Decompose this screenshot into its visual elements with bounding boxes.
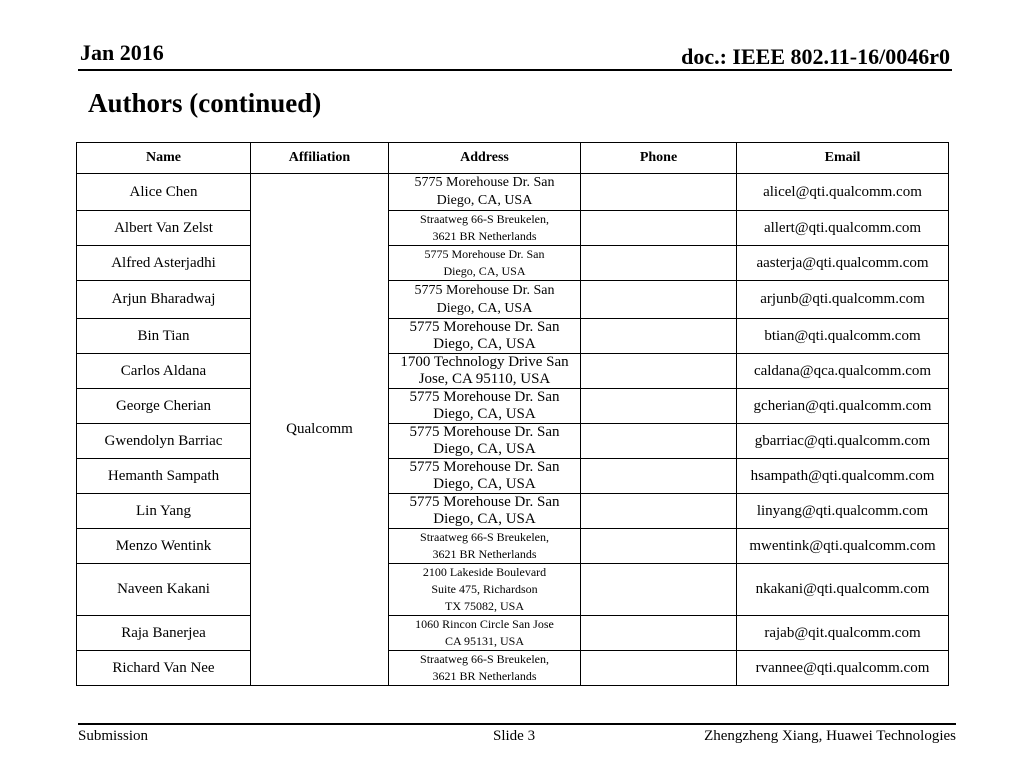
author-name: Gwendolyn Barriac <box>77 424 251 459</box>
address-line: 5775 Morehouse Dr. San <box>409 424 560 440</box>
address-line: Straatweg 66-S Breukelen, <box>420 652 549 666</box>
address-line: 5775 Morehouse Dr. San <box>424 247 545 261</box>
table-row <box>77 174 949 211</box>
author-affiliation: Qualcomm <box>251 174 389 686</box>
author-phone <box>581 616 737 651</box>
author-email: aasterja@qti.qualcomm.com <box>737 246 949 281</box>
address-line: Diego, CA, USA <box>443 264 526 278</box>
header-divider <box>78 69 952 71</box>
address-line: Suite 475, Richardson <box>431 582 538 596</box>
column-header-name: Name <box>77 143 251 174</box>
author-phone <box>581 246 737 281</box>
author-address <box>389 354 581 389</box>
address-line: 5775 Morehouse Dr. San <box>409 494 560 510</box>
author-email: btian@qti.qualcomm.com <box>737 319 949 354</box>
author-phone <box>581 424 737 459</box>
author-phone <box>581 651 737 686</box>
author-name: Raja Banerjea <box>77 616 251 651</box>
address-line: 5775 Morehouse Dr. San <box>414 282 555 298</box>
table-row <box>77 424 949 459</box>
address-line: Diego, CA, USA <box>433 336 536 352</box>
author-email: mwentink@qti.qualcomm.com <box>737 529 949 564</box>
table-row <box>77 281 949 319</box>
address-line: Straatweg 66-S Breukelen, <box>420 530 549 544</box>
author-name: Alfred Asterjadhi <box>77 246 251 281</box>
table-row <box>77 354 949 389</box>
table-row <box>77 319 949 354</box>
column-header-email: Email <box>737 143 949 174</box>
author-address <box>389 616 581 651</box>
address-line: 5775 Morehouse Dr. San <box>409 389 560 405</box>
footer-slide-number: Slide 3 <box>493 728 536 744</box>
author-address <box>389 174 581 211</box>
slide-title: Authors (continued) <box>88 88 322 118</box>
author-email: rvannee@qti.qualcomm.com <box>737 651 949 686</box>
column-header-affiliation: Affiliation <box>251 143 389 174</box>
table-row <box>77 529 949 564</box>
author-phone <box>581 494 737 529</box>
author-address <box>389 211 581 246</box>
author-phone <box>581 211 737 246</box>
address-line: Diego, CA, USA <box>436 300 533 316</box>
author-address <box>389 389 581 424</box>
author-phone <box>581 564 737 616</box>
address-line: Jose, CA 95110, USA <box>418 371 551 387</box>
author-phone <box>581 354 737 389</box>
footer-submission: Submission <box>78 728 149 744</box>
address-line: TX 75082, USA <box>444 599 524 613</box>
address-line: Diego, CA, USA <box>433 511 536 527</box>
table-row <box>77 616 949 651</box>
author-phone <box>581 389 737 424</box>
address-line: Diego, CA, USA <box>433 441 536 457</box>
author-email: rajab@qit.qualcomm.com <box>737 616 949 651</box>
author-phone <box>581 529 737 564</box>
author-email: arjunb@qti.qualcomm.com <box>737 281 949 319</box>
table-header-row <box>77 143 949 174</box>
author-name: Richard Van Nee <box>77 651 251 686</box>
author-email: gbarriac@qti.qualcomm.com <box>737 424 949 459</box>
author-name: Albert Van Zelst <box>77 211 251 246</box>
author-phone <box>581 281 737 319</box>
footer-author: Zhengzheng Xiang, Huawei Technologies <box>704 728 956 744</box>
author-name: Carlos Aldana <box>77 354 251 389</box>
address-line: 1060 Rincon Circle San Jose <box>415 617 554 631</box>
table-row <box>77 246 949 281</box>
author-phone <box>581 459 737 494</box>
table-row <box>77 389 949 424</box>
address-line: 5775 Morehouse Dr. San <box>414 175 555 190</box>
author-address <box>389 319 581 354</box>
table-row <box>77 211 949 246</box>
author-email: hsampath@qti.qualcomm.com <box>737 459 949 494</box>
address-line: Diego, CA, USA <box>433 406 536 422</box>
address-line: 3621 BR Netherlands <box>432 229 537 243</box>
author-phone <box>581 174 737 211</box>
column-header-address: Address <box>389 143 581 174</box>
table-row <box>77 564 949 616</box>
column-header-phone: Phone <box>581 143 737 174</box>
address-line: Straatweg 66-S Breukelen, <box>420 212 549 226</box>
author-email: caldana@qca.qualcomm.com <box>737 354 949 389</box>
author-email: linyang@qti.qualcomm.com <box>737 494 949 529</box>
author-address <box>389 246 581 281</box>
author-address <box>389 529 581 564</box>
author-name: Lin Yang <box>77 494 251 529</box>
table-row <box>77 651 949 686</box>
author-address <box>389 651 581 686</box>
author-name: Alice Chen <box>77 174 251 211</box>
author-name: Arjun Bharadwaj <box>77 281 251 319</box>
header-doc-id: doc.: IEEE 802.11-16/0046r0 <box>681 44 950 69</box>
author-address <box>389 281 581 319</box>
address-line: 3621 BR Netherlands <box>432 547 537 561</box>
author-email: allert@qti.qualcomm.com <box>737 211 949 246</box>
author-address <box>389 564 581 616</box>
address-line: CA 95131, USA <box>444 634 524 648</box>
address-line: Diego, CA, USA <box>436 193 533 208</box>
author-name: George Cherian <box>77 389 251 424</box>
author-address <box>389 459 581 494</box>
author-address <box>389 424 581 459</box>
address-line: Diego, CA, USA <box>433 476 536 492</box>
footer-divider <box>78 723 956 725</box>
address-line: 5775 Morehouse Dr. San <box>409 459 560 475</box>
address-line: 5775 Morehouse Dr. San <box>409 319 560 335</box>
table-row <box>77 494 949 529</box>
address-line: 3621 BR Netherlands <box>432 669 537 683</box>
author-name: Menzo Wentink <box>77 529 251 564</box>
table-row <box>77 459 949 494</box>
authors-table <box>76 142 949 686</box>
author-name: Naveen Kakani <box>77 564 251 616</box>
author-name: Hemanth Sampath <box>77 459 251 494</box>
author-email: alicel@qti.qualcomm.com <box>737 174 949 211</box>
author-name: Bin Tian <box>77 319 251 354</box>
address-line: 1700 Technology Drive San <box>400 354 569 370</box>
author-phone <box>581 319 737 354</box>
author-email: gcherian@qti.qualcomm.com <box>737 389 949 424</box>
address-line: 2100 Lakeside Boulevard <box>422 565 547 579</box>
header-date: Jan 2016 <box>80 40 164 65</box>
author-email: nkakani@qti.qualcomm.com <box>737 564 949 616</box>
author-address <box>389 494 581 529</box>
